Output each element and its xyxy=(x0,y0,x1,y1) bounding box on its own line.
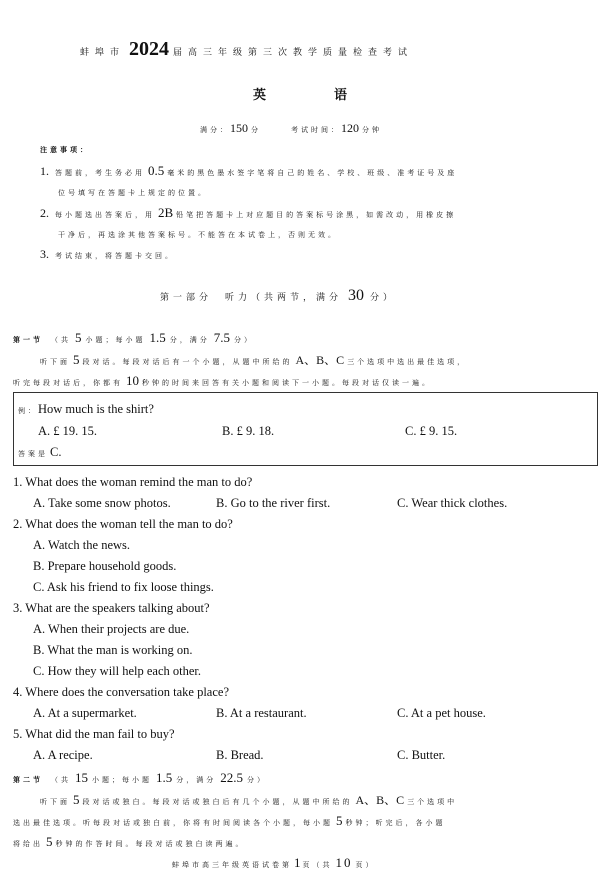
footer-pre: 蚌埠市高三年级英语试卷第 xyxy=(172,861,292,869)
question-1: 1. What does the woman remind the man to do? xyxy=(13,475,253,489)
section2-desc-d: 分） xyxy=(247,776,267,784)
s2-line2-num: 5 xyxy=(336,813,343,828)
note-2-line2: 干净后，再选涂其他答案标号。不能答在本试卷上，否则无效。 xyxy=(58,231,338,239)
question-1-option-b: B. Go to the river first. xyxy=(216,496,331,510)
instr1-a: 听下面 xyxy=(40,358,70,366)
note-1-highlight: 0.5 xyxy=(148,163,165,178)
question-3-option-a: A. When their projects are due. xyxy=(33,622,190,636)
score-unit: 分 xyxy=(251,126,261,134)
section2-count: 15 xyxy=(75,770,88,785)
example-question: How much is the shirt? xyxy=(38,402,154,416)
s2-line3-b: 秒钟的作答时间。每段对话或独白读两遍。 xyxy=(55,840,246,848)
part1-points: 30 xyxy=(348,287,365,304)
header-city: 蚌埠市 xyxy=(80,48,126,58)
score-label: 满分： xyxy=(200,126,230,134)
question-3-option-b: B. What the man is working on. xyxy=(33,643,193,657)
instr2-b: 秒钟的时间来回答有关小题和阅读下一小题。每段对话仅读一遍。 xyxy=(142,379,432,387)
s2-line1-num: 5 xyxy=(73,792,80,807)
section1-desc-d: 分） xyxy=(234,336,254,344)
section2-line1 xyxy=(40,791,457,808)
question-4-option-b: B. At a restaurant. xyxy=(216,706,307,720)
note-3-text: 考试结束，将答题卡交回。 xyxy=(55,252,175,260)
s2-line2-a: 选出最佳选项。听每段对话或独白前，你将有时间阅读各个小题，每小题 xyxy=(13,819,333,827)
section2-desc-b: 小题；每小题 xyxy=(92,776,152,784)
note-1-number: 1. xyxy=(40,164,49,178)
section2-label: 第二节 xyxy=(13,775,43,784)
question-2-option-b: B. Prepare household goods. xyxy=(33,559,177,573)
question-2-option-a: A. Watch the news. xyxy=(33,538,131,552)
question-1-option-c: C. Wear thick clothes. xyxy=(397,496,508,510)
footer-post: 页） xyxy=(355,861,376,869)
section1-desc-a: （共 xyxy=(51,336,71,344)
section1-label: 第一节 xyxy=(13,335,43,344)
note-2-highlight: 2B xyxy=(158,205,174,220)
note-2-text-pre: 每小题选出答案后，用 xyxy=(55,211,155,219)
s2-line1-a: 听下面 xyxy=(40,798,70,806)
example-option-a: A. £ 19. 15. xyxy=(38,424,98,438)
section1-count: 5 xyxy=(75,330,82,345)
part1-title-pre: 第一部分 听力（共两节，满分 xyxy=(160,293,343,303)
section2-each: 1.5 xyxy=(156,770,173,785)
instr1-num: 5 xyxy=(73,352,80,367)
question-4-option-a: A. At a supermarket. xyxy=(33,706,137,720)
instr1-b: 段对话。每段对话后有一个小题，从题中所给的 xyxy=(82,358,293,366)
question-2-option-c: C. Ask his friend to fix loose things. xyxy=(33,580,214,594)
note-2-text-post: 铅笔把答题卡上对应题目的答案标号涂黑，如需改动，用橡皮擦 xyxy=(176,211,457,219)
question-2: 2. What does the woman tell the man to do? xyxy=(13,517,233,531)
notes-title: 注意事项： xyxy=(40,145,90,154)
instr2-a: 听完每段对话后，你都有 xyxy=(13,379,123,387)
question-5-option-b: B. Bread. xyxy=(216,748,264,762)
exam-info xyxy=(200,121,382,136)
footer-mid: 页（共 xyxy=(302,861,333,869)
example-answer: C. xyxy=(50,445,62,459)
note-1-text-pre: 答题前，考生务必用 xyxy=(55,169,145,177)
section1-desc-c: 分，满分 xyxy=(169,336,210,344)
example-prefix: 例： xyxy=(18,407,38,415)
header-title: 届高三年级第三次教学质量检查考试 xyxy=(173,48,414,58)
section2-total: 22.5 xyxy=(220,770,243,785)
note-1-line2: 位号填写在答题卡上规定的位置。 xyxy=(58,189,208,197)
exam-header xyxy=(80,38,413,61)
part1-heading xyxy=(160,287,396,305)
time-value: 120 xyxy=(341,121,359,135)
section1-each: 1.5 xyxy=(149,330,166,345)
note-2 xyxy=(40,205,456,221)
section2-desc-a: （共 xyxy=(51,776,71,784)
instr1-c: 三个选项中选出最佳选项， xyxy=(347,358,468,366)
section1-desc-b: 小题；每小题 xyxy=(85,336,146,344)
instr1-abc: A、B、C xyxy=(295,353,345,367)
footer-total: 10 xyxy=(335,855,353,870)
subject-title: 英语 xyxy=(253,88,416,103)
section2-line3 xyxy=(13,834,246,850)
section2-heading xyxy=(13,770,267,786)
example-option-c: C. £ 9. 15. xyxy=(405,424,458,438)
section2-desc-c: 分，满分 xyxy=(176,776,217,784)
section1-instruction-line1 xyxy=(40,351,467,368)
question-3-option-c: C. How they will help each other. xyxy=(33,664,202,678)
note-3 xyxy=(40,247,175,262)
header-year: 2024 xyxy=(129,38,170,60)
example-answer-label: 答案是 xyxy=(18,450,48,458)
score-value: 150 xyxy=(230,121,248,135)
question-5-option-a: A. A recipe. xyxy=(33,748,93,762)
question-5-option-c: C. Butter. xyxy=(397,748,446,762)
note-1-text-post: 毫米的黑色墨水签字笔将自己的姓名、学校、班级、准考证号及座 xyxy=(167,169,458,177)
question-5: 5. What did the man fail to buy? xyxy=(13,727,175,741)
section1-instruction-line2 xyxy=(13,373,432,389)
section1-total: 7.5 xyxy=(213,330,230,345)
time-label: 考试时间： xyxy=(291,126,341,134)
example-option-b: B. £ 9. 18. xyxy=(222,424,275,438)
part1-title-post: 分） xyxy=(370,293,397,303)
note-2-number: 2. xyxy=(40,206,49,220)
s2-line1-abc: A、B、C xyxy=(355,793,405,807)
s2-line3-num: 5 xyxy=(46,834,53,849)
s2-line3-a: 将给出 xyxy=(13,840,43,848)
time-unit: 分钟 xyxy=(362,126,382,134)
s2-line1-b: 段对话或独白。每段对话或独白后有几个小题，从题中所给的 xyxy=(82,798,353,806)
section2-line2 xyxy=(13,813,446,829)
example-answer-line xyxy=(18,445,61,460)
note-1 xyxy=(40,163,457,179)
footer-page: 1 xyxy=(294,855,301,870)
example-question-line xyxy=(18,402,154,417)
section1-heading xyxy=(13,330,254,346)
instr2-num: 10 xyxy=(126,373,139,388)
s2-line1-c: 三个选项中 xyxy=(407,798,458,806)
question-4: 4. Where does the conversation take place? xyxy=(13,685,229,699)
page-footer xyxy=(172,855,376,871)
note-3-number: 3. xyxy=(40,247,49,261)
question-3: 3. What are the speakers talking about? xyxy=(13,601,210,615)
question-1-option-a: A. Take some snow photos. xyxy=(33,496,171,510)
question-4-option-c: C. At a pet house. xyxy=(397,706,486,720)
s2-line2-b: 秒钟；听完后，各小题 xyxy=(345,819,446,827)
